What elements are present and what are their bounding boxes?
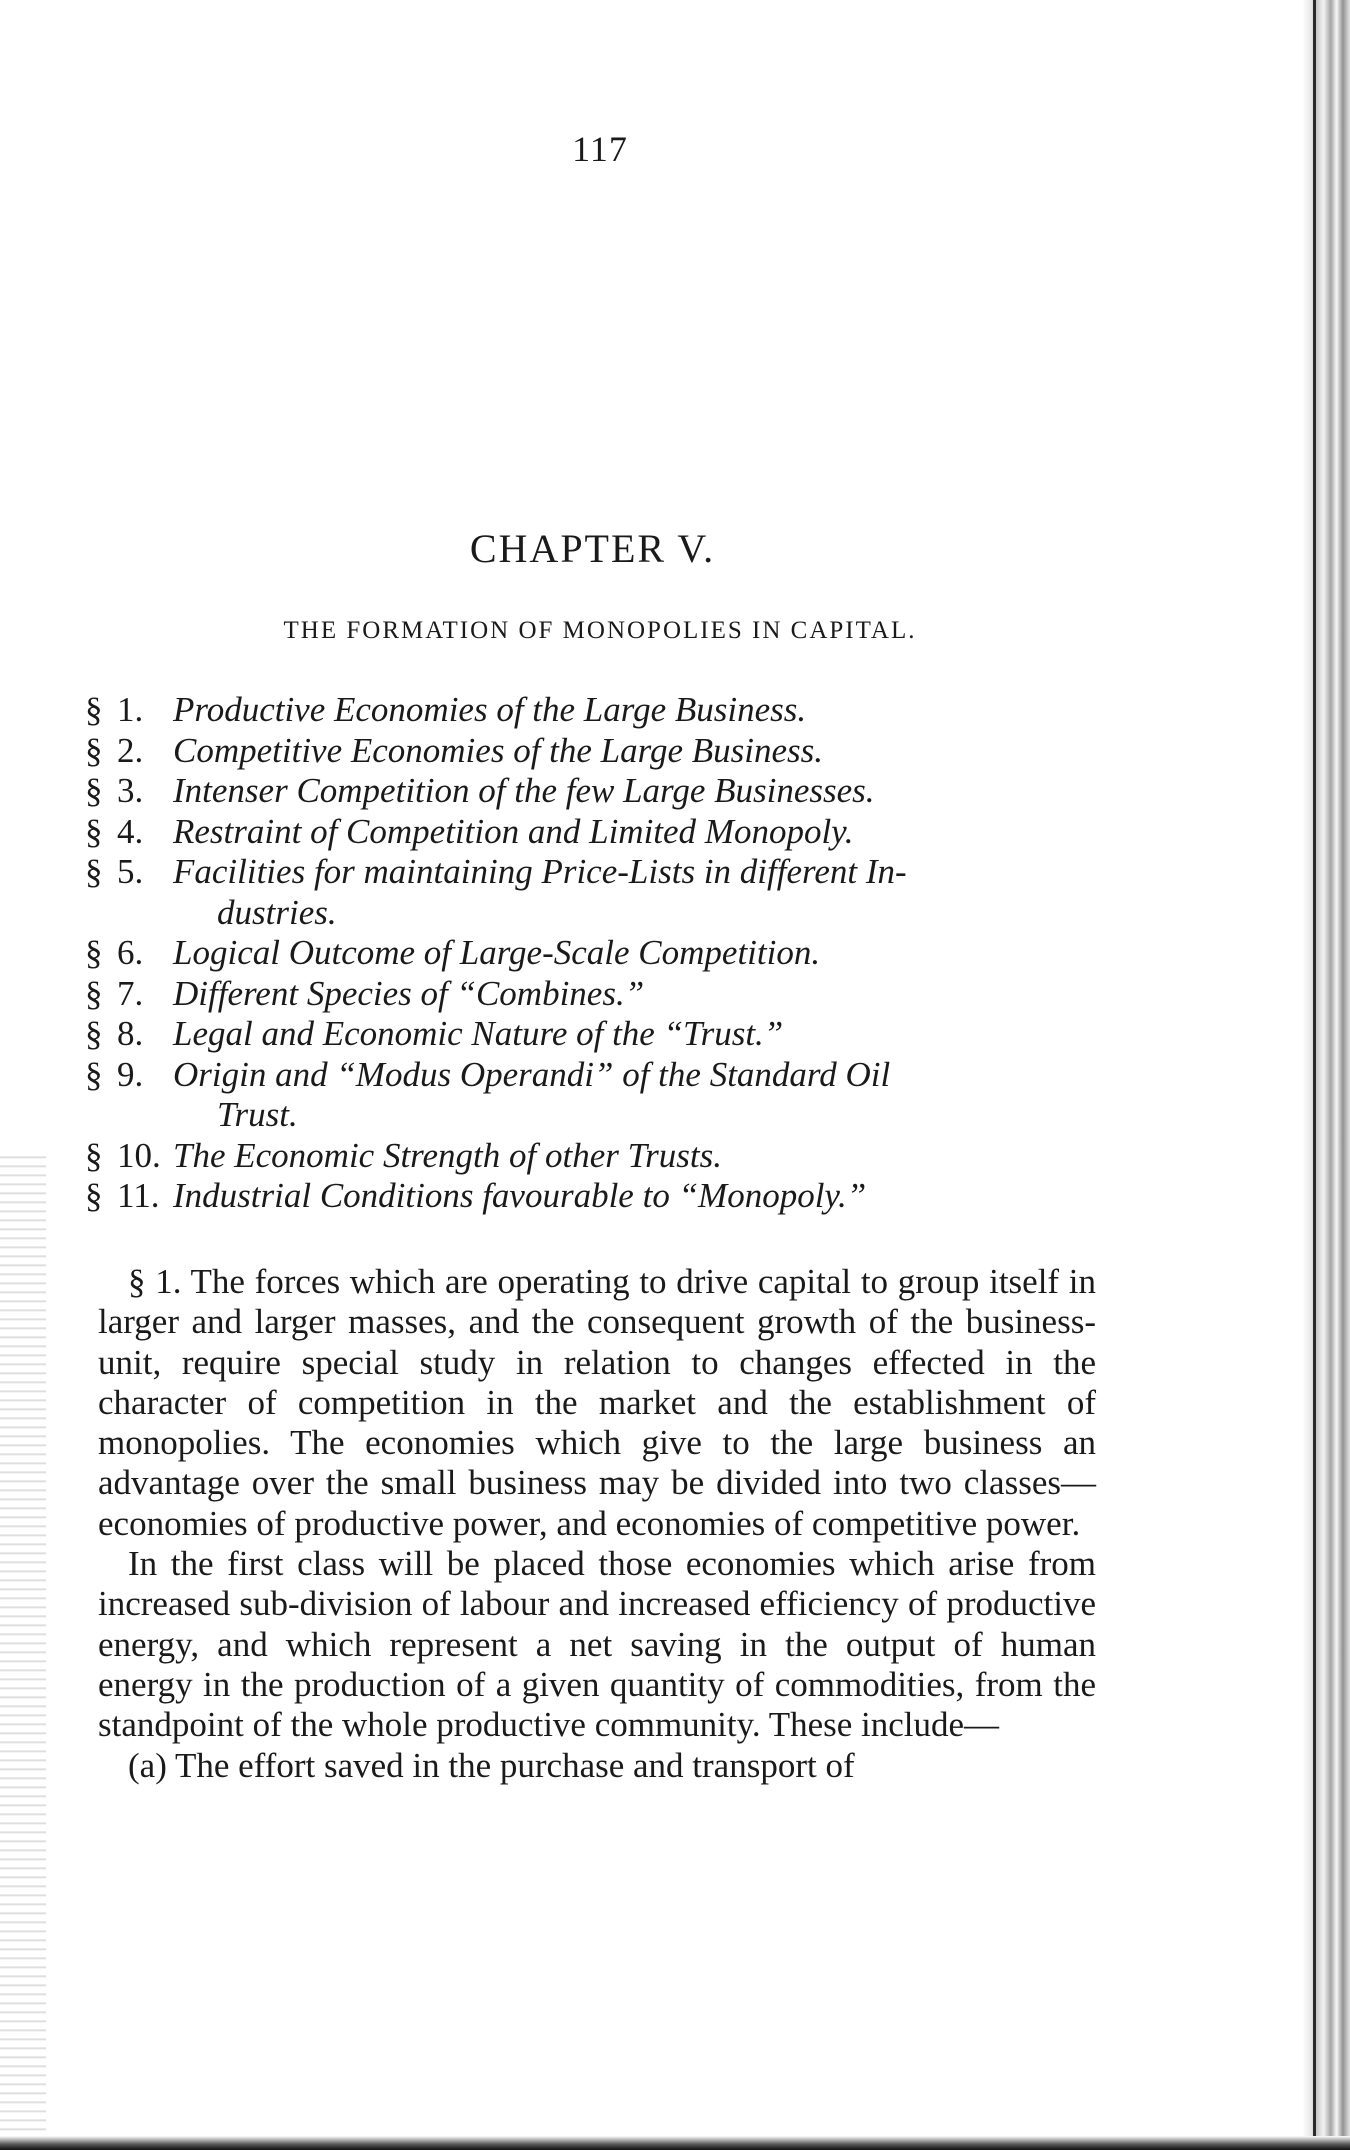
section-title [173, 690, 1105, 731]
toc-item [85, 974, 1105, 1015]
body-text [98, 1262, 1096, 1786]
section-number: 11. [117, 1176, 160, 1215]
toc-item [85, 1055, 1105, 1136]
toc-item [85, 1014, 1105, 1055]
section-title [173, 852, 1105, 933]
section-number: 8. [117, 1014, 144, 1053]
section-symbol: § [85, 1176, 103, 1215]
section-number: 3. [117, 771, 144, 810]
section-title [173, 933, 1105, 974]
section-symbol: § [85, 852, 103, 891]
scan-edge-right-line [1313, 0, 1316, 2150]
toc-item [85, 1176, 1105, 1217]
section-title-text: Restraint of Competition and Limited Monopoly. [173, 811, 854, 851]
section-title-text: Productive Economies of the Large Business. [173, 690, 807, 729]
section-symbol: § [85, 933, 103, 972]
chapter-title: CHAPTER V. [469, 526, 716, 571]
section-title-text: Industrial Conditions favourable to “Monopoly.” [173, 1176, 867, 1215]
paragraph: (a) The effort saved in the purchase and transport of [128, 1745, 855, 1785]
section-number: 10. [117, 1135, 161, 1175]
section-symbol: § [85, 771, 103, 810]
toc-item [85, 771, 1105, 812]
toc-item [85, 1136, 1105, 1177]
scan-edge-left [0, 1150, 46, 2150]
section-number: 1. [117, 690, 144, 729]
section-title-text: Legal and Economic Nature of the “Trust.” [173, 1014, 784, 1053]
section-title [173, 812, 1105, 853]
section-title [173, 771, 1105, 812]
page-number: 117 [572, 129, 628, 169]
section-number: 2. [117, 730, 144, 770]
section-title-text: Different Species of “Combines.” [173, 973, 645, 1013]
section-title-text: Facilities for maintaining Price-Lists in different In- [173, 852, 907, 891]
section-title [173, 1136, 1105, 1177]
section-symbol: § [85, 1135, 103, 1175]
section-title-text: Origin and “Modus Operandi” of the Standard Oil [173, 1054, 891, 1094]
section-title-text: Logical Outcome of Large-Scale Competition. [173, 933, 821, 972]
section-symbol: § [85, 1054, 103, 1094]
toc-item [85, 852, 1105, 933]
toc-item [85, 933, 1105, 974]
section-title-continuation: dustries. [217, 892, 337, 932]
toc-item [85, 690, 1105, 731]
section-title [173, 974, 1105, 1015]
paragraph: § 1. The forces which are operating to drive capital to group itself in larger and larger masses, and the consequent growth of the business-unit, require special study in relation to changes effected in the character of competition in the market and the establishment of monopolies. The economies which give to the large business an advantage over the small business may be divided into two classes—economies of productive power, and economies of competitive power. [98, 1262, 1096, 1543]
section-title [173, 1176, 1105, 1217]
section-number: 6. [117, 933, 144, 972]
scan-edge-bottom [0, 2136, 1350, 2150]
section-symbol: § [85, 973, 103, 1013]
section-symbol: § [85, 690, 103, 729]
chapter-subtitle: THE FORMATION OF MONOPOLIES IN CAPITAL. [283, 617, 917, 644]
section-title-text: Competitive Economies of the Large Business. [173, 730, 823, 770]
section-title-text: The Economic Strength of other Trusts. [173, 1135, 722, 1175]
section-title [173, 1055, 1105, 1136]
paragraph: In the first class will be placed those economies which arise from increased sub-division of labour and increased efficiency of productive energy, and which represent a net saving in the output of human energy in the production of a given quantity of commodities, from the standpoint of the whole productive community. These include— [98, 1544, 1096, 1745]
toc-item [85, 731, 1105, 772]
section-symbol: § [85, 1014, 103, 1053]
section-number: 7. [117, 973, 144, 1013]
chapter-contents [85, 690, 1105, 1217]
section-title [173, 1014, 1105, 1055]
scan-edge-right [1302, 0, 1350, 2150]
section-number: 9. [117, 1054, 144, 1094]
section-title-continuation: Trust. [217, 1095, 298, 1134]
section-symbol: § [85, 811, 103, 851]
section-symbol: § [85, 730, 103, 770]
toc-item [85, 812, 1105, 853]
section-title [173, 731, 1105, 772]
section-number: 4. [117, 811, 144, 851]
section-number: 5. [117, 852, 144, 891]
section-title-text: Intenser Competition of the few Large Businesses. [173, 771, 875, 810]
